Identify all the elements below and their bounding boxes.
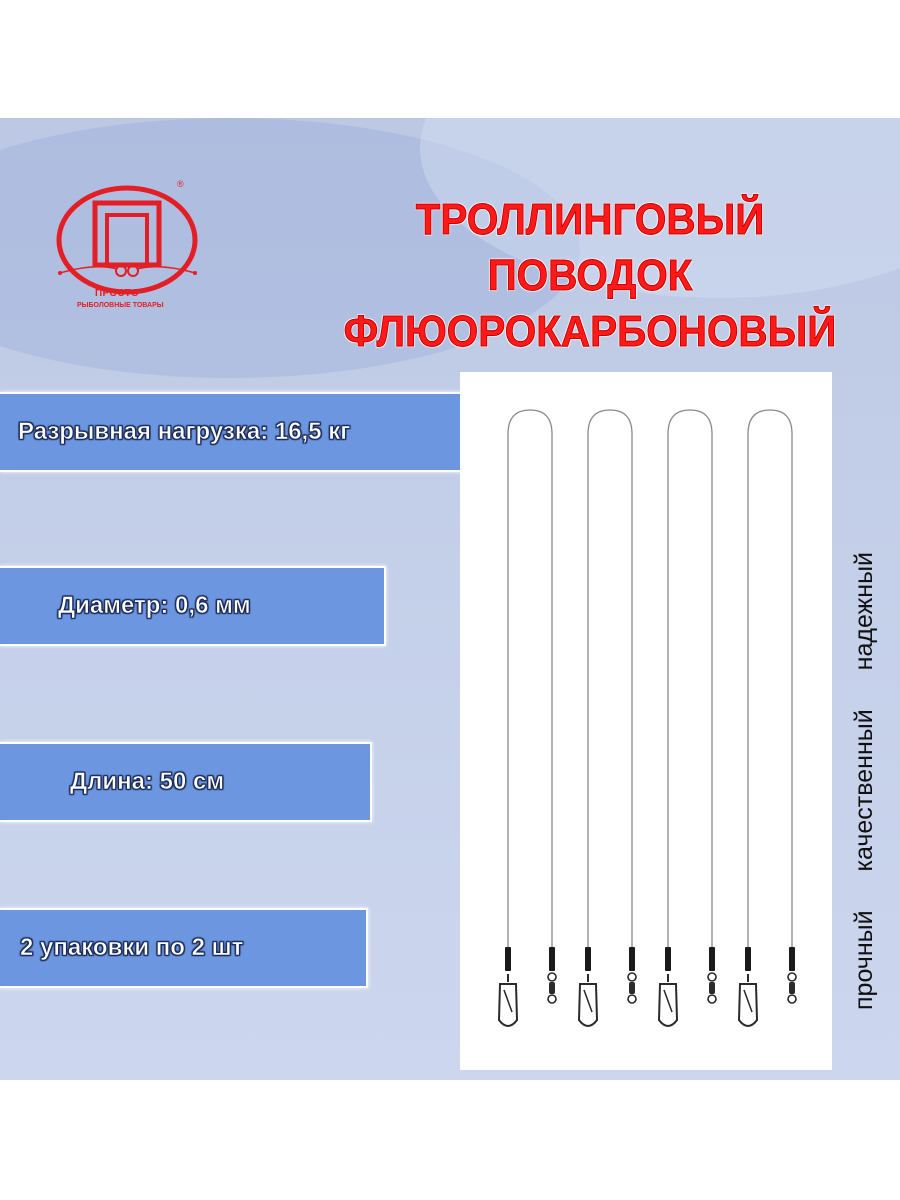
title-line-3: ФЛЮОРОКАРБОНОВЫЙ: [343, 307, 837, 356]
crimp-sleeve: [745, 947, 751, 971]
swivel-ring: [788, 973, 796, 981]
product-title: [300, 192, 880, 360]
swivel-body: [549, 982, 555, 994]
spec-length-text: Длина: 50 см: [70, 768, 225, 795]
leader-wire: [588, 410, 632, 947]
snap-clip-latch: [744, 990, 752, 1012]
features-vertical: [850, 534, 879, 1010]
registered-mark: ®: [177, 179, 184, 189]
leader-wire: [508, 410, 552, 947]
snap-clip-latch: [504, 990, 512, 1012]
spec-breaking-load: [0, 392, 498, 472]
swivel-body: [629, 982, 635, 994]
spec-breaking-load-text: Разрывная нагрузка: 16,5 кг: [18, 418, 351, 445]
leaders-illustration: [460, 372, 832, 1070]
swivel-body: [709, 982, 715, 994]
swivel-ring: [548, 973, 556, 981]
feature-strong: прочный: [850, 910, 878, 1010]
swivel-body: [789, 982, 795, 994]
snap-clip-latch: [664, 990, 672, 1012]
crimp-sleeve: [665, 947, 671, 971]
title-line-1: ТРОЛЛИНГОВЫЙ: [415, 195, 765, 244]
product-image-panel: [460, 372, 832, 1070]
logo-emblem-icon: [55, 185, 205, 305]
leader-wire: [748, 410, 792, 947]
spec-length: [0, 742, 372, 822]
swivel-ring: [628, 995, 636, 1003]
swivel-ring: [708, 973, 716, 981]
logo-tagline: РЫБОЛОВНЫЕ ТОВАРЫ: [77, 302, 164, 309]
crimp-sleeve: [549, 947, 555, 971]
spec-package: [0, 908, 368, 988]
spec-diameter-text: Диаметр: 0,6 мм: [58, 592, 251, 619]
swivel-ring: [548, 995, 556, 1003]
swivel-ring: [788, 995, 796, 1003]
feature-reliable: надежный: [850, 551, 878, 671]
brand-logo: [55, 179, 205, 325]
swivel-ring: [708, 995, 716, 1003]
spec-diameter: [0, 566, 386, 646]
feature-quality: качественный: [850, 709, 878, 872]
crimp-sleeve: [789, 947, 795, 971]
swivel-ring: [628, 973, 636, 981]
leader-wire: [668, 410, 712, 947]
crimp-sleeve: [629, 947, 635, 971]
crimp-sleeve: [505, 947, 511, 971]
title-line-2: ПОВОДОК: [487, 251, 693, 300]
crimp-sleeve: [709, 947, 715, 971]
crimp-sleeve: [585, 947, 591, 971]
spec-package-text: 2 упаковки по 2 шт: [20, 934, 244, 961]
snap-clip-latch: [584, 990, 592, 1012]
logo-name: ПРОСТО: [95, 288, 139, 299]
